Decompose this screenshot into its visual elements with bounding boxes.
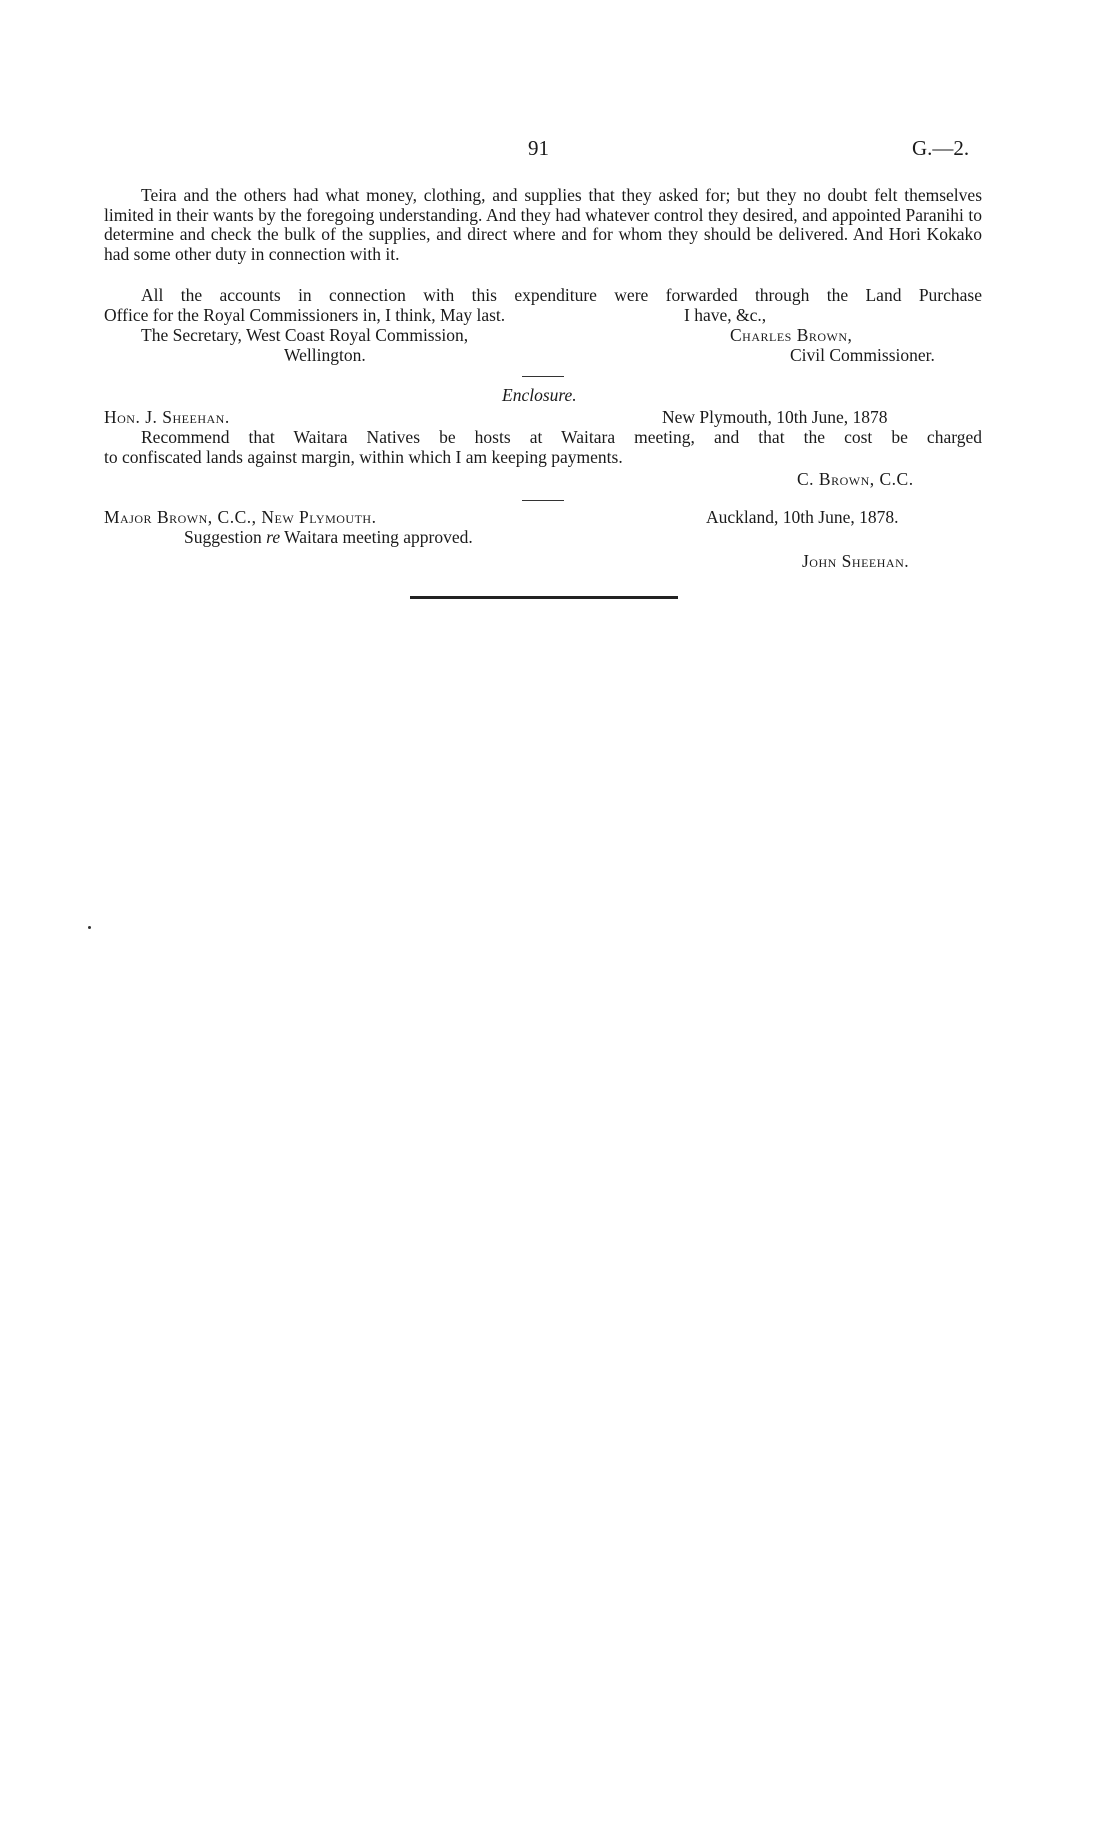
section-divider: [522, 376, 564, 377]
telegram-2-text: [184, 528, 473, 548]
telegram-2-place-date: Auckland, 10th June, 1878.: [706, 507, 899, 527]
addressee-line-1: The Secretary, West Coast Royal Commission,: [141, 325, 469, 345]
telegram-2-recipient: [104, 508, 376, 528]
telegram-2-text-italic: re: [266, 527, 281, 547]
telegram-1-text-line-1: Recommend that Waitara Natives be hosts at Waitara meeting, and that the cost be charged: [141, 427, 982, 447]
telegram-2-text-before: Suggestion: [184, 527, 267, 547]
telegram-1-recipient: Hon. J. Sheehan.: [104, 407, 230, 427]
body-paragraph-2-line-1: All the accounts in connection with this expenditure were forwarded through the Land Purchase: [141, 285, 982, 305]
telegram-2-signature: John Sheehan.: [802, 551, 910, 571]
telegram-2-recipient-text: Major Brown, C.C., New Plymouth.: [104, 507, 377, 527]
page-number: 91: [528, 136, 549, 160]
telegram-1-text-line-2: to confiscated lands against margin, within which I am keeping payments.: [104, 447, 623, 467]
telegram-1-place-date: New Plymouth, 10th June, 1878: [662, 407, 888, 427]
scan-speck: [88, 926, 91, 929]
paragraph-text: Teira and the others had what money, clothing, and supplies that they asked for; but they no doubt felt themselves limited in their wants by the foregoing understanding. And they had whatever control they desired, and appointed Paranihi to determine and check the bulk of the supplies, and direct where and for whom they should be delivered. And Hori Kokako had some other duty in connection with it.: [104, 185, 982, 264]
addressee-line-2: Wellington.: [284, 345, 366, 365]
telegram-1-signature: C. Brown, C.C.: [797, 469, 914, 489]
body-paragraph-1: [104, 186, 982, 264]
telegram-divider: [522, 500, 564, 501]
enclosure-heading: Enclosure.: [502, 385, 577, 405]
body-paragraph-2-line-2: Office for the Royal Commissioners in, I think, May last.: [104, 305, 506, 325]
closing-phrase: I have, &c.,: [684, 305, 767, 325]
signature-title: Civil Commissioner.: [790, 345, 935, 365]
series-reference: G.—2.: [912, 136, 970, 160]
signature-name: Charles Brown,: [730, 325, 853, 345]
end-rule: [410, 596, 678, 599]
telegram-2-text-after: Waitara meeting approved.: [280, 527, 473, 547]
